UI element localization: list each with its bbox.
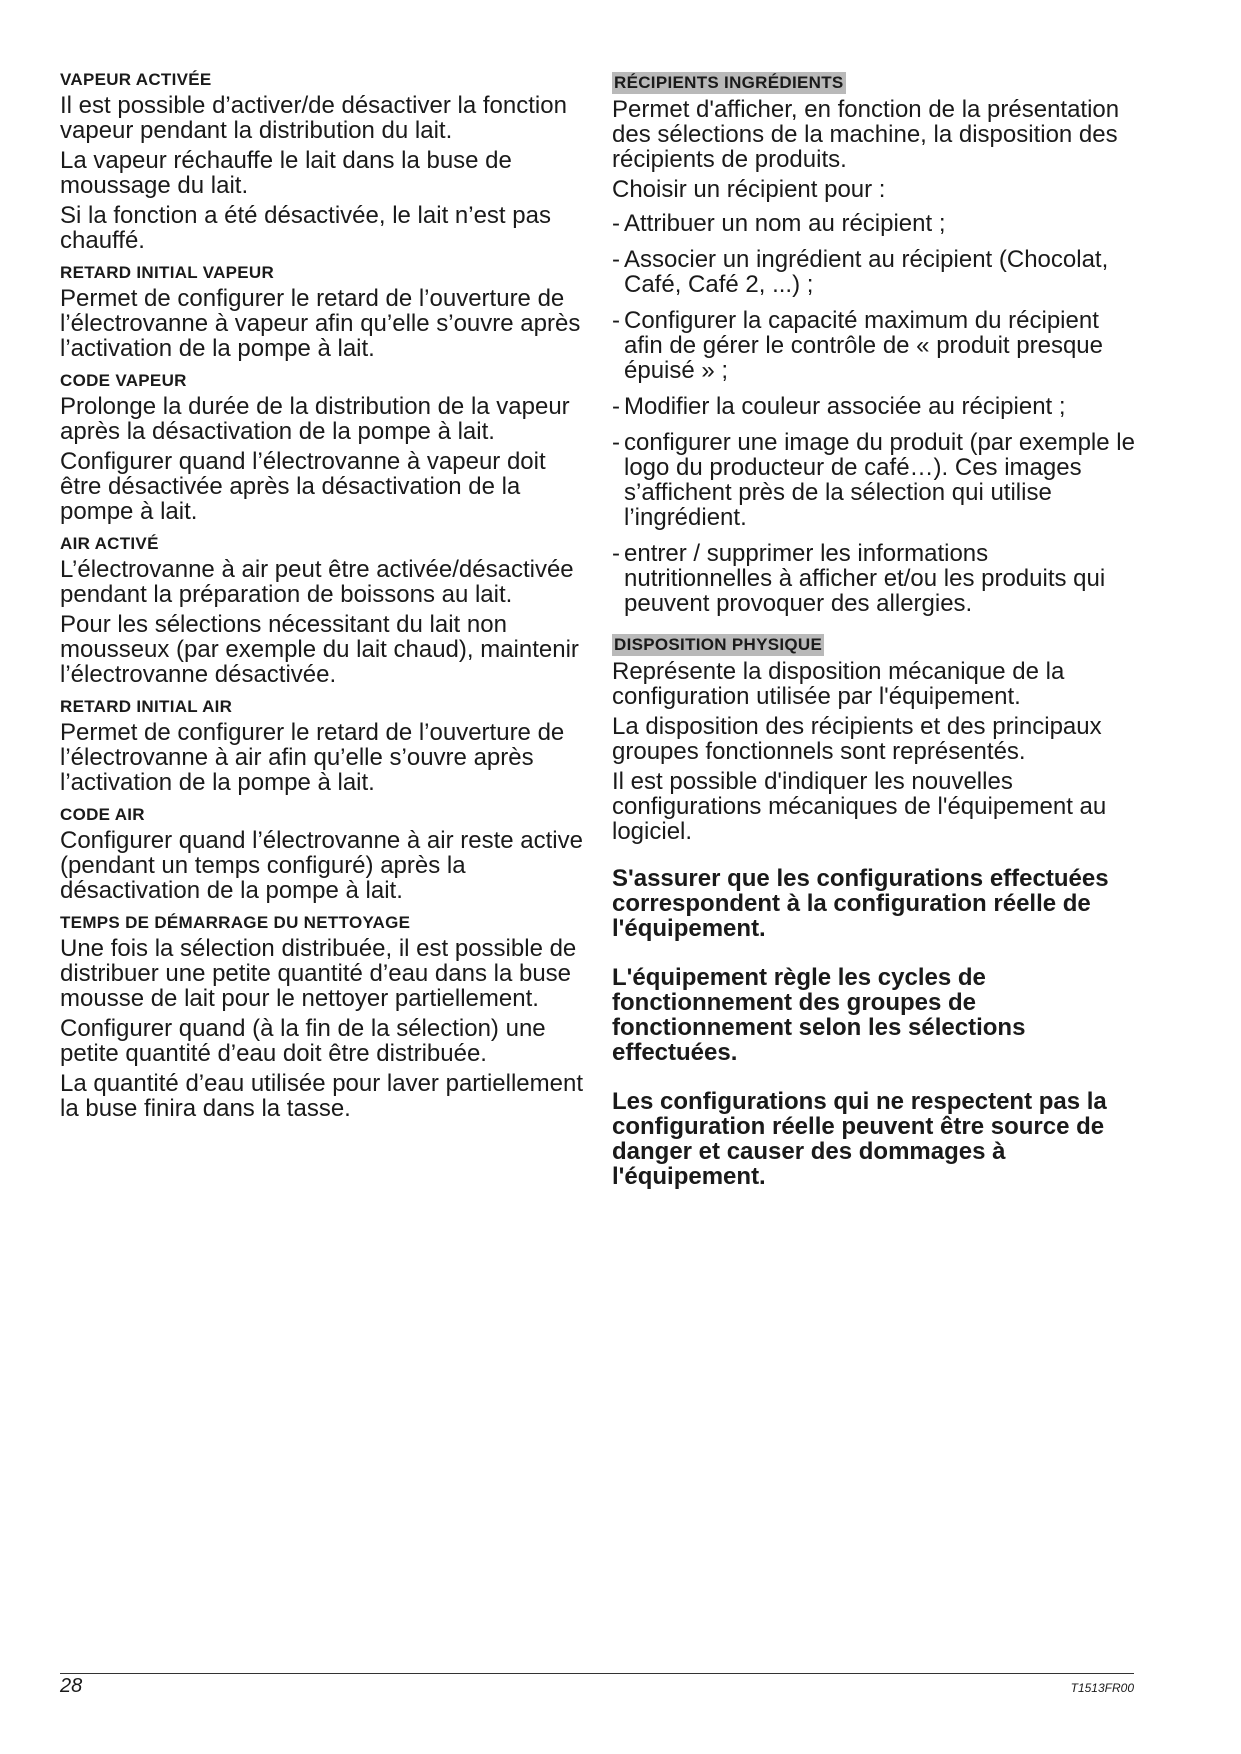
- paragraph: Permet d'afficher, en fonction de la présentation des sélections de la machine, la disposition des récipients de produits.: [612, 96, 1120, 173]
- section-heading: RETARD INITIAL VAPEUR: [60, 263, 275, 282]
- section-temps-demarrage-nettoyage: [60, 913, 590, 1121]
- bullet-list: [612, 211, 1142, 616]
- paragraph: Prolonge la durée de la distribution de la vapeur après la désactivation de la pompe à lait.: [60, 393, 570, 445]
- warning-paragraph: Les configurations qui ne respectent pas la configuration réelle peuvent être source de danger et causer des dommages à l'équipement.: [612, 1088, 1107, 1190]
- section-heading: RETARD INITIAL AIR: [60, 697, 233, 716]
- section-heading: AIR ACTIVÉ: [60, 534, 159, 553]
- warning-paragraph: L'équipement règle les cycles de fonctionnement des groupes de fonctionnement selon les sélections effectuées.: [612, 964, 1026, 1066]
- paragraph: L’électrovanne à air peut être activée/désactivée pendant la préparation de boissons au lait.: [60, 556, 574, 608]
- paragraph: Une fois la sélection distribuée, il est possible de distribuer une petite quantité d’eau dans la buse mousse de lait pour le nettoyer partiellement.: [60, 935, 577, 1012]
- paragraph: La vapeur réchauffe le lait dans la buse de moussage du lait.: [60, 147, 512, 199]
- footer-divider: [60, 1673, 1134, 1674]
- section-retard-initial-vapeur: [60, 263, 590, 361]
- list-item: - configurer une image du produit (par exemple le logo du producteur de café…). Ces images s’affichent près de la sélection qui utilise l’ingrédient.: [612, 430, 1142, 530]
- section-code-air: [60, 805, 590, 903]
- paragraph: Configurer quand l’électrovanne à vapeur doit être désactivée après la désactivation de la pompe à lait.: [60, 448, 546, 525]
- paragraph: La disposition des récipients et des principaux groupes fonctionnels sont représentés.: [612, 713, 1102, 765]
- right-column: [612, 72, 1142, 1213]
- paragraph: Configurer quand l’électrovanne à air reste active (pendant un temps configuré) après la désactivation de la pompe à lait.: [60, 827, 583, 904]
- section-disposition-physique: [612, 634, 1142, 1189]
- paragraph: Il est possible d’activer/de désactiver la fonction vapeur pendant la distribution du lait.: [60, 92, 567, 144]
- paragraph: Représente la disposition mécanique de la configuration utilisée par l'équipement.: [612, 658, 1065, 710]
- paragraph: La quantité d’eau utilisée pour laver partiellement la buse finira dans la tasse.: [60, 1070, 583, 1122]
- section-retard-initial-air: [60, 697, 590, 795]
- list-item: - Configurer la capacité maximum du récipient afin de gérer le contrôle de « produit presque épuisé » ;: [612, 308, 1142, 383]
- section-code-vapeur: [60, 371, 590, 524]
- section-heading: CODE AIR: [60, 805, 145, 824]
- paragraph: Configurer quand (à la fin de la sélection) une petite quantité d’eau doit être distribuée.: [60, 1015, 546, 1067]
- paragraph: Choisir un récipient pour :: [612, 176, 886, 203]
- section-vapeur-activee: [60, 70, 590, 253]
- section-heading: CODE VAPEUR: [60, 371, 187, 390]
- left-column: [60, 70, 590, 1126]
- list-item: - Attribuer un nom au récipient ;: [612, 211, 1142, 236]
- section-heading: TEMPS DE DÉMARRAGE DU NETTOYAGE: [60, 913, 411, 932]
- list-item: - Modifier la couleur associée au récipient ;: [612, 394, 1142, 419]
- section-heading-highlighted: DISPOSITION PHYSIQUE: [614, 635, 823, 654]
- section-heading-highlighted: RÉCIPIENTS INGRÉDIENTS: [614, 73, 844, 92]
- section-heading: VAPEUR ACTIVÉE: [60, 70, 212, 89]
- paragraph: Permet de configurer le retard de l’ouverture de l’électrovanne à vapeur afin qu’elle s’ouvre après l’activation de la pompe à lait.: [60, 285, 581, 362]
- document-code: T1513FR00: [1070, 1681, 1134, 1695]
- list-item: - Associer un ingrédient au récipient (Chocolat, Café, Café 2, ...) ;: [612, 247, 1142, 297]
- section-air-active: [60, 534, 590, 687]
- paragraph: Permet de configurer le retard de l’ouverture de l’électrovanne à air afin qu’elle s’ouvre après l’activation de la pompe à lait.: [60, 719, 565, 796]
- paragraph: Pour les sélections nécessitant du lait non mousseux (par exemple du lait chaud), maintenir l’électrovanne désactivée.: [60, 611, 579, 688]
- list-item: - entrer / supprimer les informations nutritionnelles à afficher et/ou les produits qui peuvent provoquer des allergies.: [612, 541, 1142, 616]
- page-number: 28: [60, 1675, 83, 1697]
- paragraph: Si la fonction a été désactivée, le lait n’est pas chauffé.: [60, 202, 551, 254]
- section-recipients-ingredients: [612, 72, 1142, 616]
- warning-paragraph: S'assurer que les configurations effectuées correspondent à la configuration réelle de l'équipement.: [612, 865, 1109, 942]
- paragraph: Il est possible d'indiquer les nouvelles configurations mécaniques de l'équipement au logiciel.: [612, 768, 1107, 845]
